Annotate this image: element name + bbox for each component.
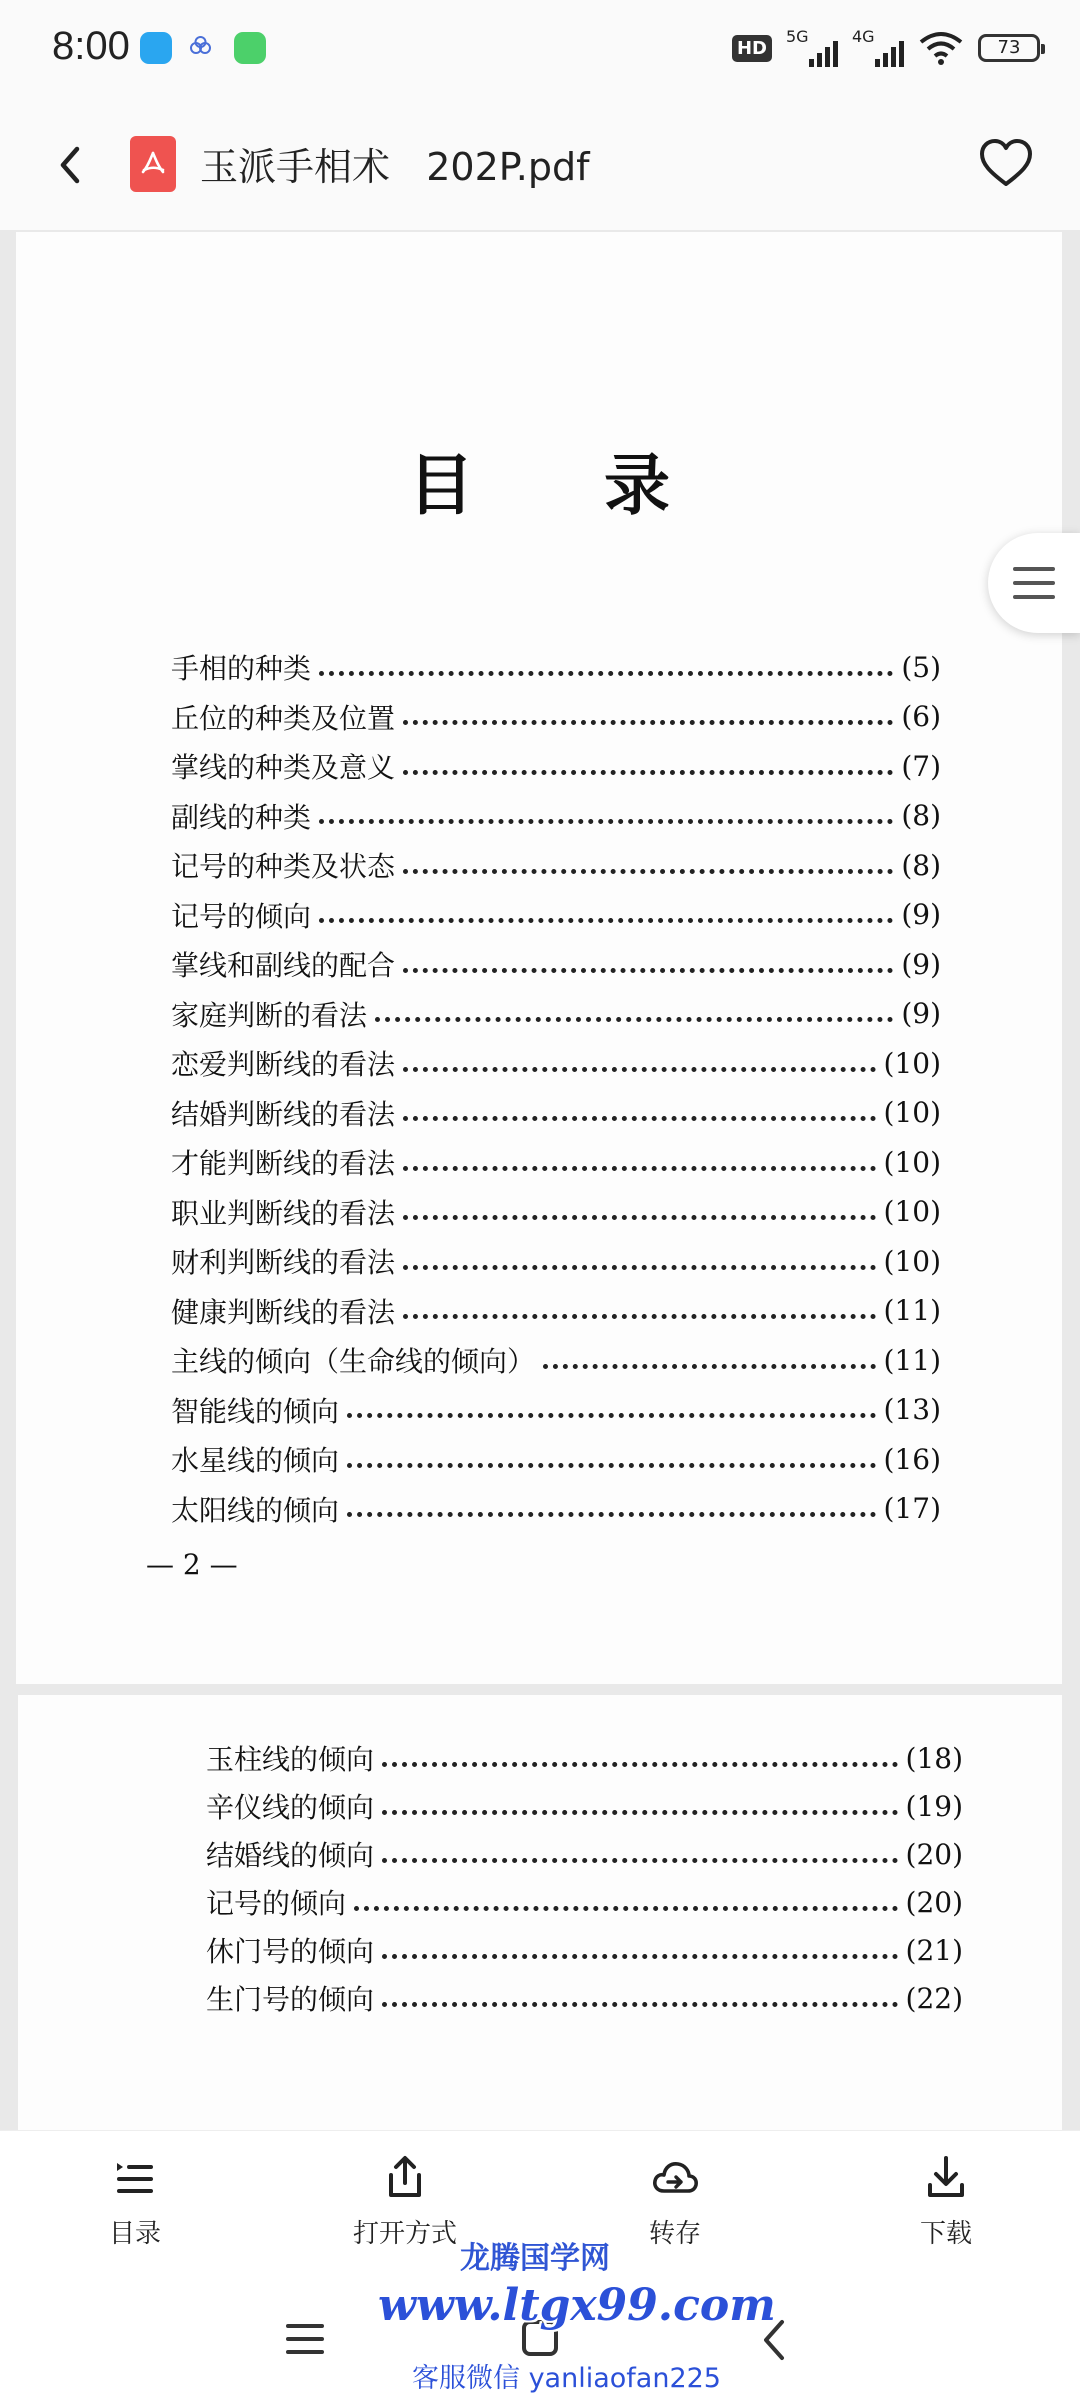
- toc-entry-title: 家庭判断的看法: [171, 998, 368, 1032]
- signal-5g-icon: 5G: [786, 27, 838, 69]
- toc-entry-page: (11): [883, 1294, 941, 1327]
- toc-entry-page: (11): [883, 1343, 941, 1377]
- toc-entry-title: 玉柱线的倾向: [206, 1743, 375, 1776]
- toc-entry-page: (6): [901, 700, 941, 733]
- toc-entry[interactable]: [206, 1783, 963, 1829]
- toc-entry-title: 掌线的种类及意义: [171, 751, 396, 784]
- watermark-contact: 客服微信 yanliaofan225: [412, 2363, 721, 2394]
- status-time: 8:00: [52, 24, 130, 68]
- toc-leader-dots: [319, 671, 893, 676]
- toc-leader-dots: [403, 1067, 876, 1072]
- toc-entry-title: 智能线的倾向: [171, 1394, 340, 1428]
- toc-leader-dots: [403, 869, 893, 874]
- toc-entry-title: 健康判断线的看法: [171, 1295, 396, 1329]
- toc-entry-page: (10): [883, 1145, 941, 1179]
- toc-entry[interactable]: [206, 1735, 963, 1781]
- list-icon: [111, 2153, 159, 2201]
- toc-entry-title: 水星线的倾向: [171, 1444, 340, 1477]
- toc-leader-dots: [543, 1364, 876, 1369]
- toc-entry-title: 结婚线的倾向: [206, 1839, 375, 1872]
- hamburger-icon: [1011, 563, 1057, 603]
- toc-entry[interactable]: [171, 1436, 941, 1482]
- chat-app-icon: [234, 32, 266, 64]
- app-notification-icon: [140, 32, 172, 64]
- toc-leader-dots: [382, 2002, 898, 2007]
- toc-entry-title: 恋爱判断线的看法: [171, 1048, 396, 1081]
- favorite-button[interactable]: [976, 134, 1036, 194]
- status-indicators: [732, 26, 1040, 70]
- toc-entry[interactable]: [206, 1831, 963, 1877]
- toc-leader-dots: [382, 1810, 898, 1815]
- toc-entry-page: (10): [883, 1195, 941, 1228]
- watermark-site-name: 龙腾国学网: [460, 2241, 610, 2276]
- title-bar: [0, 100, 1080, 230]
- toc-entry-title: 辛仪线的倾向: [206, 1791, 375, 1824]
- toc-entry-page: (16): [883, 1442, 941, 1476]
- toc-entry-page: (18): [905, 1741, 963, 1775]
- toc-entry[interactable]: [171, 991, 941, 1037]
- toc-entry[interactable]: [206, 1975, 963, 2021]
- cloud-save-icon: [651, 2153, 699, 2201]
- toc-leader-dots: [319, 918, 893, 923]
- toc-leader-dots: [382, 1762, 898, 1767]
- toc-leader-dots: [403, 968, 893, 973]
- toc-entry-page: (10): [883, 1096, 941, 1129]
- toc-entry[interactable]: [171, 1040, 941, 1086]
- toc-leader-dots: [403, 1314, 876, 1319]
- toc-entry[interactable]: [171, 1090, 941, 1136]
- back-button[interactable]: [40, 135, 100, 195]
- toc-entry[interactable]: [171, 1486, 941, 1532]
- pdf-page-1: [16, 232, 1062, 1684]
- toc-entry[interactable]: [206, 1879, 963, 1925]
- open-with-button[interactable]: 打开方式: [325, 2153, 485, 2250]
- pdf-file-icon: [130, 136, 176, 192]
- toc-entry-page: (19): [905, 1789, 963, 1823]
- toc-leader-dots: [347, 1463, 876, 1468]
- toc-entry[interactable]: [171, 1337, 941, 1383]
- watermark-url: www.ltgx99.com: [378, 2280, 776, 2331]
- toc-entry-page: (21): [905, 1933, 963, 1967]
- toc-leader-dots: [403, 1265, 876, 1270]
- toc-button[interactable]: 目录: [55, 2153, 215, 2250]
- toc-leader-dots: [354, 1906, 898, 1911]
- toc-entry[interactable]: [171, 644, 941, 690]
- toc-entry-title: 丘位的种类及位置: [171, 701, 396, 735]
- signal-4g-icon: 4G: [852, 27, 904, 69]
- toc-leader-dots: [403, 1166, 876, 1171]
- toc-leader-dots: [382, 1954, 898, 1959]
- toc-leader-dots: [347, 1512, 876, 1517]
- document-title: 玉派手相术 202P.pdf: [200, 145, 590, 189]
- toc-leader-dots: [403, 720, 893, 725]
- toc-leader-dots: [403, 1116, 876, 1121]
- toc-leader-dots: [382, 1858, 898, 1863]
- side-menu-button[interactable]: [988, 533, 1080, 633]
- toc-entry[interactable]: [171, 793, 941, 839]
- toc-entry-title: 掌线和副线的配合: [171, 949, 396, 982]
- toc-entry[interactable]: [171, 1238, 941, 1284]
- toc-leader-dots: [375, 1017, 893, 1022]
- toc-entry-page: (8): [901, 799, 941, 832]
- toc-entry-page: (7): [901, 749, 941, 783]
- toc-entry-page: (9): [901, 898, 941, 931]
- toc-entry[interactable]: [171, 941, 941, 987]
- toc-entry-title: 太阳线的倾向: [171, 1493, 340, 1527]
- toc-entry-title: 记号的种类及状态: [171, 850, 396, 883]
- toc-entry[interactable]: [171, 1387, 941, 1433]
- toc-entry-title: 结婚判断线的看法: [171, 1097, 396, 1131]
- toc-entry[interactable]: [171, 842, 941, 888]
- toc-entry-title: 主线的倾向（生命线的倾向）: [171, 1345, 536, 1378]
- toc-entry-title: 记号的倾向: [206, 1887, 347, 1920]
- recents-button[interactable]: [270, 2310, 340, 2370]
- wifi-icon: [918, 30, 964, 66]
- toc-entry-title: 生门号的倾向: [206, 1983, 375, 2016]
- chevron-left-icon: [55, 145, 85, 185]
- battery-icon: 73: [978, 34, 1040, 62]
- status-bar: [0, 0, 1080, 100]
- download-icon: [922, 2153, 970, 2201]
- page-number: — 2 —: [146, 1548, 238, 1581]
- toc-entry[interactable]: [171, 892, 941, 938]
- toc-entry-page: (8): [901, 848, 941, 882]
- toc-entry-title: 职业判断线的看法: [171, 1196, 396, 1230]
- hd-badge: HD: [732, 35, 772, 62]
- toc-entry-title: 副线的种类: [171, 800, 312, 834]
- toc-entry-title: 记号的倾向: [171, 899, 312, 933]
- toc-heading: 目录: [408, 446, 800, 524]
- pdf-viewer[interactable]: [0, 230, 1080, 2130]
- toc-entry-title: 财利判断线的看法: [171, 1246, 396, 1279]
- download-button[interactable]: 下载: [866, 2153, 1026, 2250]
- save-to-cloud-button[interactable]: 转存: [595, 2153, 755, 2250]
- menu-icon: [270, 2310, 340, 2370]
- toc-entry-title: 才能判断线的看法: [171, 1147, 396, 1180]
- share-icon: [381, 2153, 429, 2201]
- pdf-page-2: [18, 1695, 1062, 2130]
- toc-entry-page: (10): [883, 1244, 941, 1278]
- toc-entry-page: (9): [901, 997, 941, 1030]
- toc-entry[interactable]: [171, 1288, 941, 1334]
- cloud-app-icon: [188, 36, 214, 62]
- toc-entry-page: (17): [883, 1492, 941, 1525]
- toc-entry-page: (5): [901, 650, 941, 684]
- toc-entry-page: (22): [905, 1981, 963, 2015]
- toc-entry-page: (20): [905, 1837, 963, 1871]
- toc-entry-page: (13): [883, 1393, 941, 1426]
- toc-entry-page: (20): [905, 1885, 963, 1919]
- toc-leader-dots: [403, 770, 893, 775]
- toc-entry-page: (10): [883, 1046, 941, 1080]
- toc-entry-page: (9): [901, 947, 941, 981]
- toc-entry[interactable]: [171, 694, 941, 740]
- heart-icon: [976, 134, 1036, 194]
- toc-leader-dots: [403, 1215, 876, 1220]
- toc-entry[interactable]: [206, 1927, 963, 1973]
- toc-leader-dots: [319, 819, 893, 824]
- toc-entry[interactable]: [171, 1139, 941, 1185]
- toc-leader-dots: [347, 1413, 876, 1418]
- toc-entry[interactable]: [171, 743, 941, 789]
- toc-entry-title: 休门号的倾向: [206, 1935, 375, 1968]
- toc-entry[interactable]: [171, 1189, 941, 1235]
- toc-entry-title: 手相的种类: [171, 652, 312, 685]
